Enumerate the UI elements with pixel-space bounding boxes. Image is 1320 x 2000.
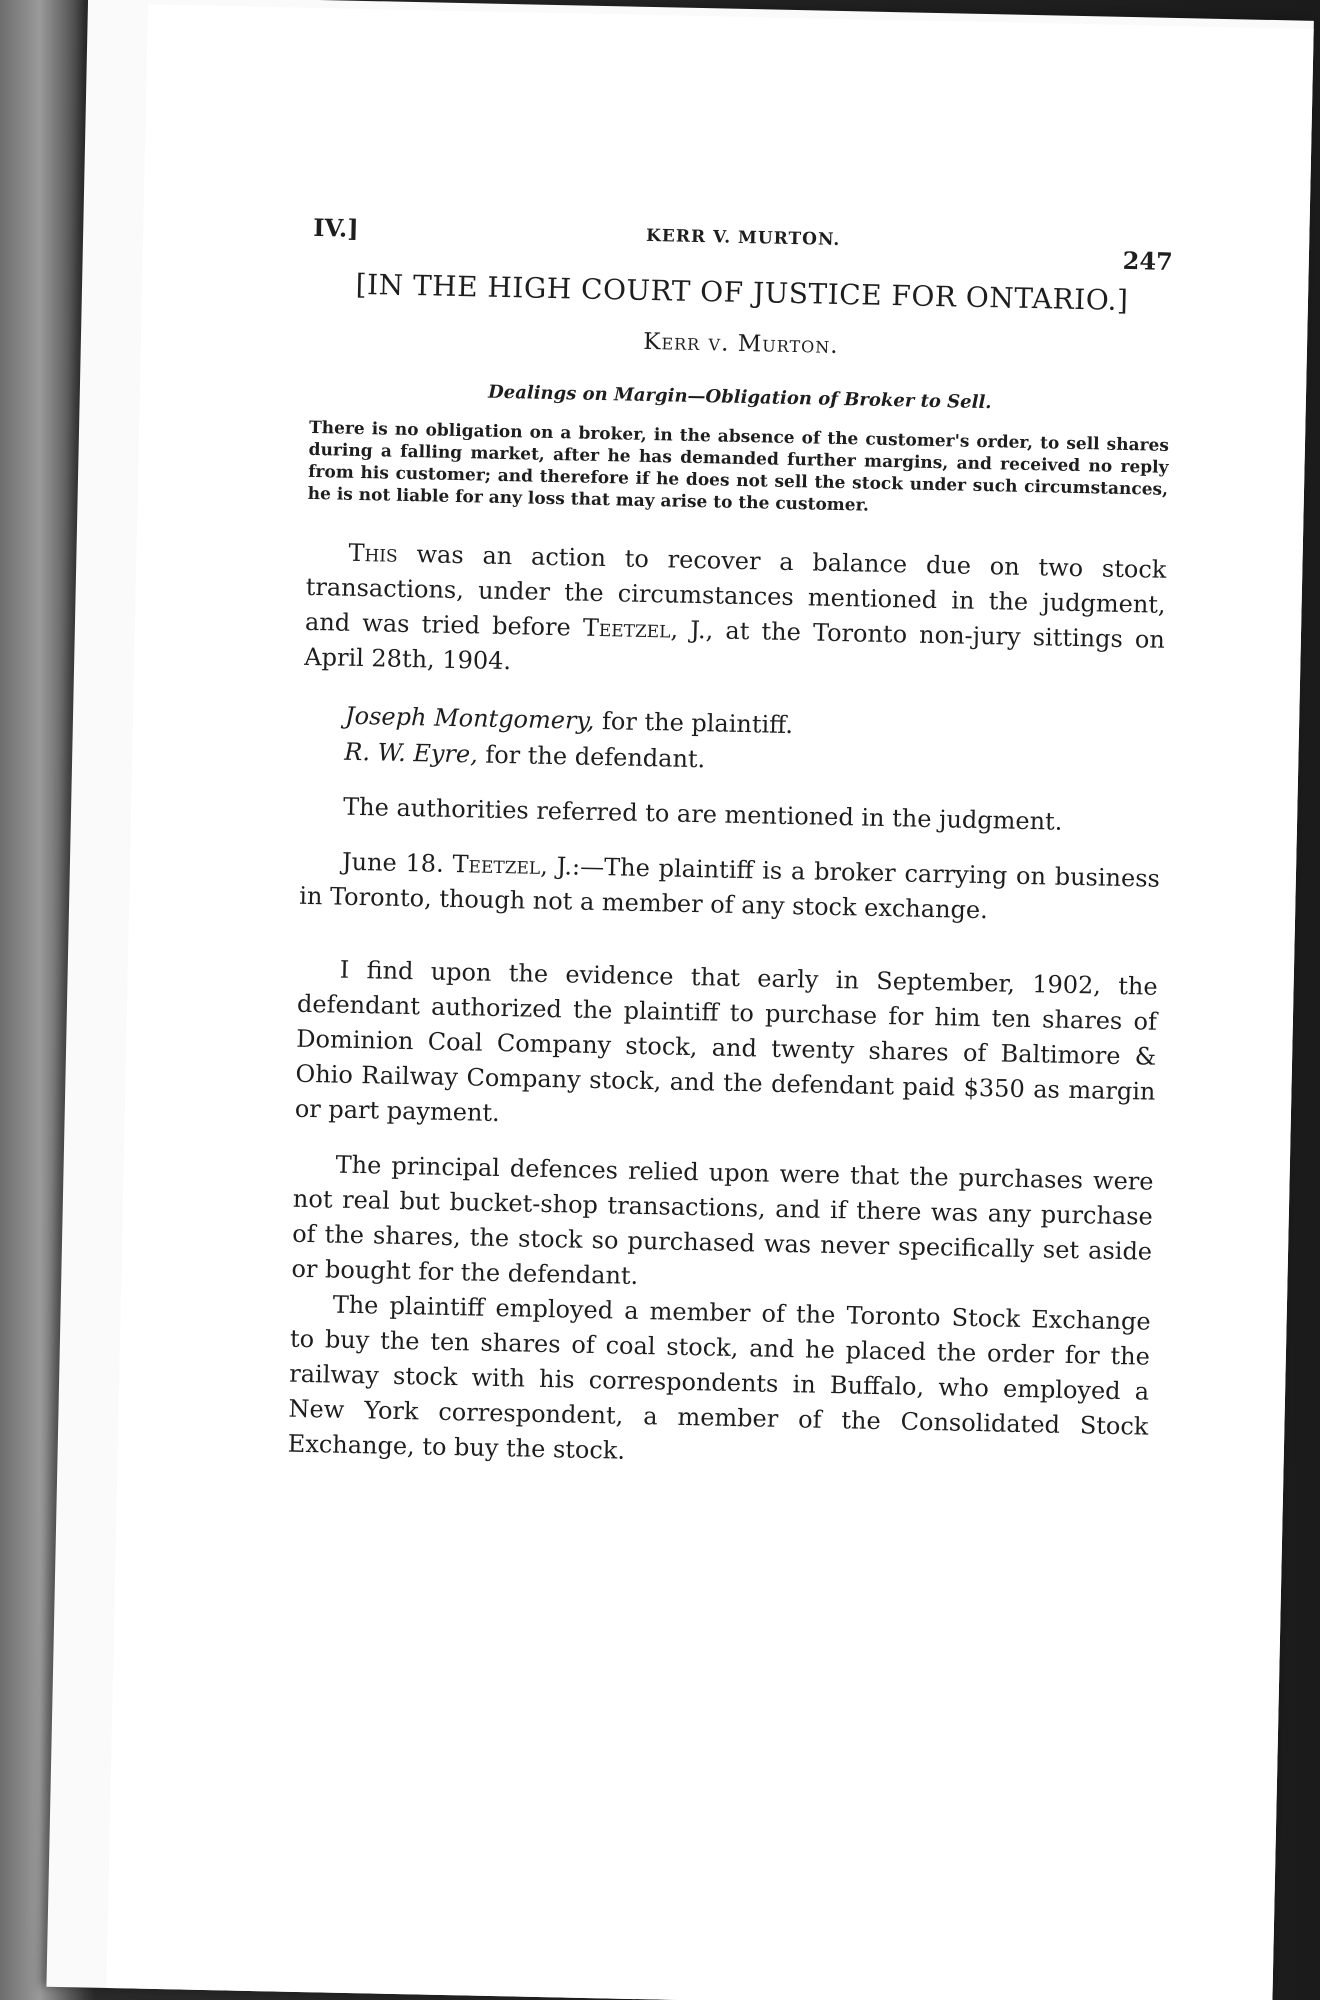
judgment-paragraph: The plaintiff employed a member of the Toronto Stock Exchange to buy the ten shares of coal stock, and he placed the order for the railway stock with his correspondents in Buffalo, who employed a New York correspondent, a member of the Consolidated Stock Exchange, to buy the stock. (287, 1290, 1151, 1465)
page-surface (106, 4, 1313, 2000)
intro-text-1: was an action to recover a balance due on two stock transactions, under the circumstances mentioned in the judgment, and was tried before (304, 539, 1167, 642)
counsel-name: Joseph Montgomery, (344, 701, 595, 735)
intro-judge: Teetzel (582, 613, 671, 644)
judgment-opening (299, 844, 1160, 932)
counsel-role: for the defendant. (477, 740, 706, 774)
judgment-opening-text: , J.:—The plaintiff is a broker carrying on business in Toronto, though not a member of any stock exchange. (299, 851, 1161, 925)
court-heading: [IN THE HIGH COURT OF JUSTICE FOR ONTARIO.] (355, 267, 1129, 318)
judgment-judge: Teetzel (452, 849, 541, 880)
text-block (287, 213, 1173, 1480)
judgment-date: June 18. (341, 847, 445, 878)
counsel-list (302, 697, 1163, 787)
page-number: 247 (1122, 245, 1174, 276)
headnote-text: There is no obligation on a broker, in the absence of the customer's order, to sell shares during a falling market, after he has demanded further margins, and received no reply from his customer; and therefore if he does not sell the stock under such circumstances, he is not liable for any loss that may arise to the customer. (307, 417, 1170, 516)
chapter-marker: IV.] (313, 212, 359, 243)
headnote-title: Dealings on Margin—Obligation of Broker to Sell. (487, 381, 992, 414)
intro-paragraph (304, 535, 1167, 693)
book-page (46, 0, 1313, 2000)
authorities-paragraph: The authorities referred to are mentioned in the judgment. (342, 792, 1063, 836)
counsel-role: for the plaintiff. (594, 706, 794, 740)
intro-lead: This (348, 538, 399, 568)
case-title: Kerr v. Murton. (643, 328, 839, 359)
running-title: KERR V. MURTON. (645, 225, 841, 250)
judgment-paragraph: I find upon the evidence that early in September, 1902, the defendant authorized the plaintiff to purchase for him ten shares of Dominion Coal Company stock, and twenty shares of Baltimore & Ohio Railway Company stock, and the defendant paid $350 as margin or part payment. (294, 955, 1158, 1128)
intro-text-2: , J., at the Toronto non-jury sittings on April 28th, 1904. (304, 615, 1166, 676)
judgment-paragraph: The principal defences relied upon were that the purchases were not real but bucket-shop transactions, and if there was any purchase of the shares, the stock so purchased was never specifically set aside or bought for the defendant. (291, 1150, 1154, 1290)
counsel-name: R. W. Eyre, (344, 737, 479, 769)
